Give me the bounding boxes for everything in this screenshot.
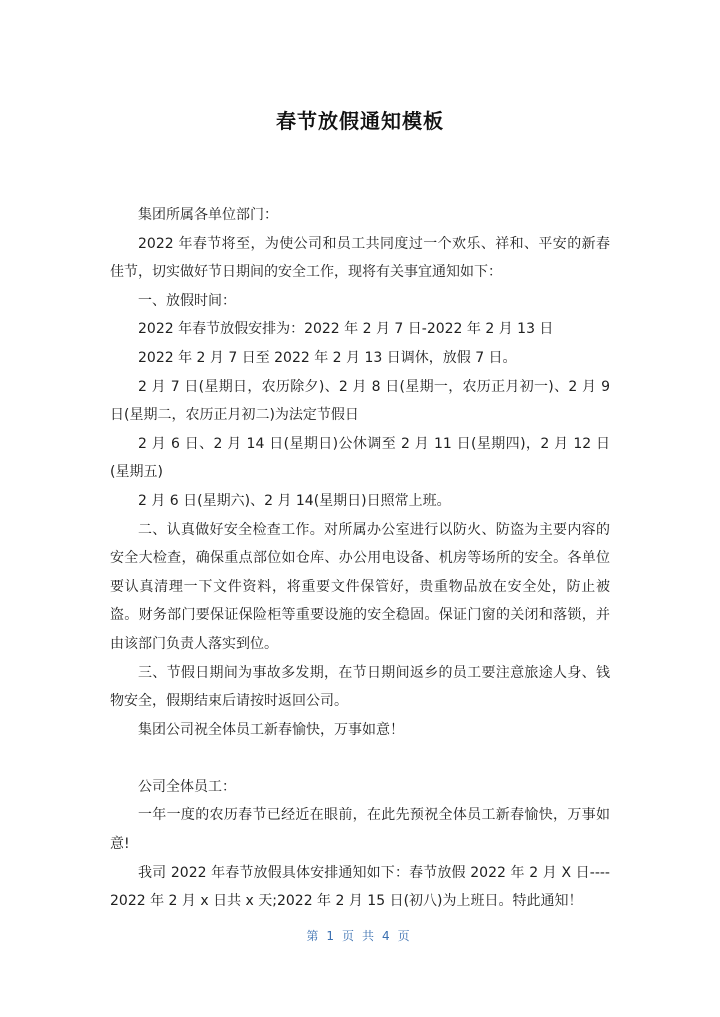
paragraph-adjusted-days: 2 月 6 日、2 月 14 日(星期日)公休调至 2 月 11 日(星期四)，2 月 12 日(星期五) xyxy=(110,435,610,481)
page-label-di: 第 xyxy=(306,929,323,943)
page-label-gong: 共 xyxy=(362,929,379,943)
paragraph-holiday-days: 2022 年 2 月 7 日至 2022 年 2 月 13 日调休，放假 7 日。 xyxy=(138,349,517,366)
paragraph-work-days: 2 月 6 日(星期六)、2 月 14(星期日)日照常上班。 xyxy=(138,492,451,509)
paragraph-section-1-heading: 一、放假时间： xyxy=(138,292,236,309)
document-body xyxy=(110,201,610,916)
paragraph-schedule: 我司 2022 年春节放假具体安排通知如下：春节放假 2022 年 2 月 X 日----2022 年 2 月 x 日共 x 天;2022 年 2 月 15 日(初八)为上班日。特此通知！ xyxy=(110,864,610,910)
document-title: 春节放假通知模板 xyxy=(276,109,444,133)
blank-line xyxy=(110,744,610,773)
paragraph-wishes: 一年一度的农历春节已经近在眼前，在此先预祝全体员工新春愉快，万事如意! xyxy=(110,807,610,853)
paragraph-section-2: 二、认真做好安全检查工作。对所属办公室进行以防火、防盗为主要内容的安全大检查，确保重点部位如仓库、办公用电设备、机房等场所的安全。各单位要认真清理一下文件资料，将重要文件保管好，贵重物品放在安全处，防止被盗。财务部门要保证保险柜等重要设施的安全稳固。保证门窗的关闭和落锁，并由该部门负责人落实到位。 xyxy=(110,521,610,652)
paragraph-section-3: 三、节假日期间为事故多发期，在节日期间返乡的员工要注意旅途人身、钱物安全，假期结束后请按时返回公司。 xyxy=(110,664,610,710)
paragraph-statutory-days: 2 月 7 日(星期日，农历除夕)、2 月 8 日(星期一，农历正月初一)、2 月 9 日(星期二，农历正月初二)为法定节假日 xyxy=(110,378,610,424)
page-label-ye-2: 页 xyxy=(397,929,414,943)
paragraph-greeting: 集团公司祝全体员工新春愉快，万事如意！ xyxy=(138,721,404,738)
paragraph-salutation-2: 公司全体员工： xyxy=(138,778,236,795)
page-footer xyxy=(0,928,720,944)
total-pages: 4 xyxy=(382,929,394,943)
page-label-ye: 页 xyxy=(341,929,358,943)
paragraph-intro: 2022 年春节将至，为使公司和员工共同度过一个欢乐、祥和、平安的新春佳节，切实做好节日期间的安全工作，现将有关事宜通知如下： xyxy=(110,235,610,281)
paragraph-salutation: 集团所属各单位部门： xyxy=(138,207,278,223)
paragraph-holiday-range: 2022 年春节放假安排为：2022 年 2 月 7 日-2022 年 2 月 13 日 xyxy=(138,321,554,338)
page-number: 1 xyxy=(326,929,338,943)
